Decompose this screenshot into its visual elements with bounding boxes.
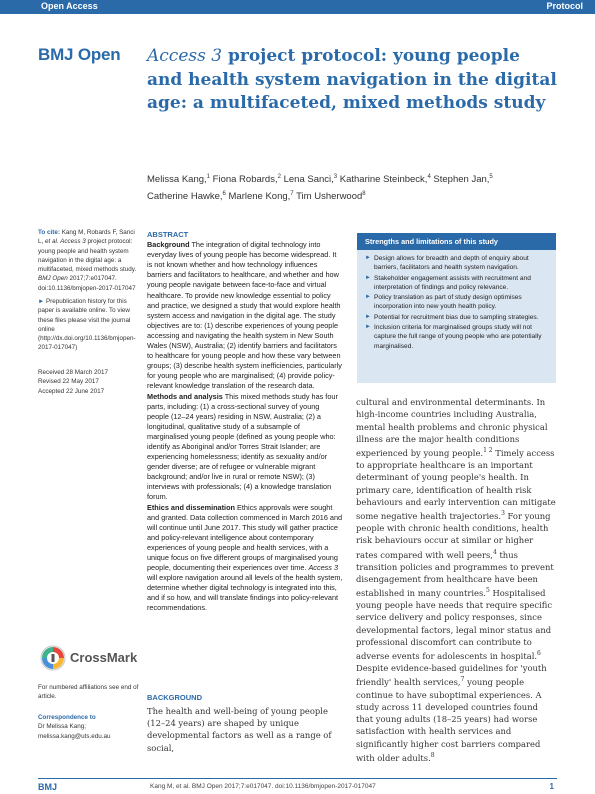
crossmark-icon [40, 645, 66, 671]
bullet-icon: ► [38, 298, 45, 305]
top-banner [0, 0, 595, 14]
article-title [147, 45, 557, 116]
abstract-methods: Methods and analysis This mixed methods study has four parts, including: (1) a cross-sectional survey of young people (12–24 years) residing in NSW, Australia; (2) a longitudinal, qualitative study of a subsample of marginalised young people (defined as young people who: identify as Aboriginal and/or Torres Strait Islander; are experiencing homelessness; identify as sexuality and/or gender diverse; are of refugee or vulnerable migrant background; and/or live in rural or remote NSW); (3) interviews with professionals; (4) a knowledge translation forum. [147, 391, 338, 502]
list-item: ► Policy translation as part of study design optimises incorporation into new youth health policy. [365, 294, 522, 311]
abstract-heading: ABSTRACT [147, 230, 189, 239]
title-rest: project protocol: young people and health system navigation in the digital age: a multifaceted, mixed methods study [147, 46, 557, 113]
abstract [147, 230, 343, 614]
list-item: ► Design allows for breadth and depth of enquiry about barriers, facilitators and health system navigation. [365, 255, 529, 272]
list-item: ► Inclusion criteria for marginalised groups study will not capture the full range of young people who are potentially marginalised. [365, 324, 542, 350]
box-heading: Strengths and limitations of this study [357, 233, 556, 250]
correspondence-label: Correspondence to [38, 714, 96, 721]
article-type-label: Protocol [546, 1, 583, 11]
correspondence-email[interactable]: melissa.kang@uts.edu.au [38, 732, 111, 740]
prepublication-note[interactable]: ► Prepublication history for this paper is available online. To view these files please visit the journal online (http://dx.doi.org/10.1136/bmjopen-2017-017047) [38, 298, 136, 352]
affiliation-note: For numbered affiliations see end of article. [38, 684, 139, 701]
bullet-icon: ► [365, 274, 371, 281]
list-item: ► Potential for recruitment bias due to sampling strategies. [365, 313, 539, 321]
page-number: 1 [549, 782, 554, 791]
footer-logo: BMJ [38, 782, 58, 792]
correspondence-name: Dr Melissa Kang; [38, 723, 86, 731]
author: Fiona Robards,$^2$ [212, 174, 281, 186]
background-heading: BACKGROUND [147, 693, 202, 702]
accepted-date: Accepted 22 June 2017 [38, 387, 105, 395]
bullet-icon: ► [365, 294, 371, 301]
author: Marlene Kong,$^7$ [228, 191, 294, 203]
strengths-limitations-box [357, 233, 556, 383]
background-text: The health and well-being of young people (12–24 years) are shaped by unique developmental factors as well as a range of social, [147, 706, 332, 753]
revised-date: Revised 22 May 2017 [38, 378, 99, 386]
strengths-list [357, 250, 556, 351]
crossmark-label: CrossMark [70, 650, 138, 665]
author: Catherine Hawke,$^6$ [147, 191, 226, 203]
author: Stephen Jan,$^5$ [433, 174, 493, 186]
footer-citation: Kang M, et al. BMJ Open 2017;7:e017047. doi:10.1136/bmjopen-2017-017047 [150, 783, 376, 790]
footer-divider [38, 778, 557, 779]
bullet-icon: ► [365, 324, 371, 331]
journal-logo: BMJ Open [38, 45, 121, 64]
crossmark-badge[interactable] [40, 644, 138, 674]
abstract-background: Background The integration of digital technology into everyday lives of young people has become widespread. It is not known whether and how technology influences barriers and facilitators to healthcare, and whether and how young people navigate between face-to-face and virtual healthcare. To provide new knowledge essential to policy and practice, we designed a study that would explore health system access and navigation in the digital age. The study objectives are to: (1) describe experiences of young people accessing and navigating the health system in New South Wales (NSW), Australia; (2) identify barriers and facilitators to healthcare for young people and how these vary between groups; (3) describe health system inefficiencies, particularly for young people who are marginalised; (4) provide policy-relevant knowledge translation of the research data. [147, 240, 342, 391]
author: Tim Usherwood$^8$ [296, 191, 366, 203]
article-dates [38, 368, 140, 396]
title-italic: Access 3 [147, 46, 223, 66]
author: Melissa Kang,$^1$ [147, 174, 211, 186]
list-item: ► Stakeholder engagement assists with recruitment and interpretation of findings and policy relevance. [365, 274, 531, 291]
author: Lena Sanci,$^3$ [283, 174, 338, 186]
bullet-icon: ► [365, 255, 371, 261]
bullet-icon: ► [365, 313, 371, 320]
abstract-ethics: Ethics and dissemination Ethics approvals were sought and granted. Data collection commenced in March 2016 and will continue until June 2017. This study will gather practice and policy-relevant intelligence about contemporary experiences of young people and health services, with a unique focus on five different groups of marginalised young people, documenting their experiences over time. Access 3 will explore navigation around all levels of the health system, determine whether digital technology is integrated into this, and if so how, and will translate findings into policy-relevant recommendations. [147, 502, 343, 613]
correspondence [38, 713, 140, 741]
author: Katharine Steinbeck,$^4$ [339, 174, 431, 186]
body-text: cultural and environmental determinants. In high-income countries including Australia, mental health problems and chronic physical illness are the major health conditions experienced by young people.$^{1 2}$ Timely access to appropriate healthcare is an important determinant of young people's health. In primary care, identification of health risk behaviours and early intervention can mitigate some negative health trajectories.$^3$ For young people with chronic health conditions, health risk behaviours occur at similar or higher rates compared with well peers,$^4$ thus transition policies and programmes to prevent disengagement from healthcare have been established in many countries.$^5$ Hospitalised young people have needs that require specific service delivery and policy responses, since developmental factors, legal minor status and professional discomfort can contribute to adverse events for adolescents in hospital.$^6$ Despite evidence-based guidelines for 'youth friendly' health services,$^7$ young people continue to have suboptimal experiences. A study across 11 developed countries found that young adults (18–25 years) had worse satisfaction with health services and significantly higher cost barriers compared with older adults.$^8$ [356, 397, 556, 763]
citation-note: To cite: Kang M, Robards F, Sanci L, et al. Access 3 project protocol: young people and health system navigation in the digital age: a multifaceted, mixed methods study. BMJ Open 2017;7:e017047. doi:10.1136/bmjopen-2017-017047 [38, 229, 137, 292]
open-access-label: Open Access [41, 1, 98, 11]
author-list [147, 170, 567, 204]
received-date: Received 28 March 2017 [38, 369, 109, 376]
